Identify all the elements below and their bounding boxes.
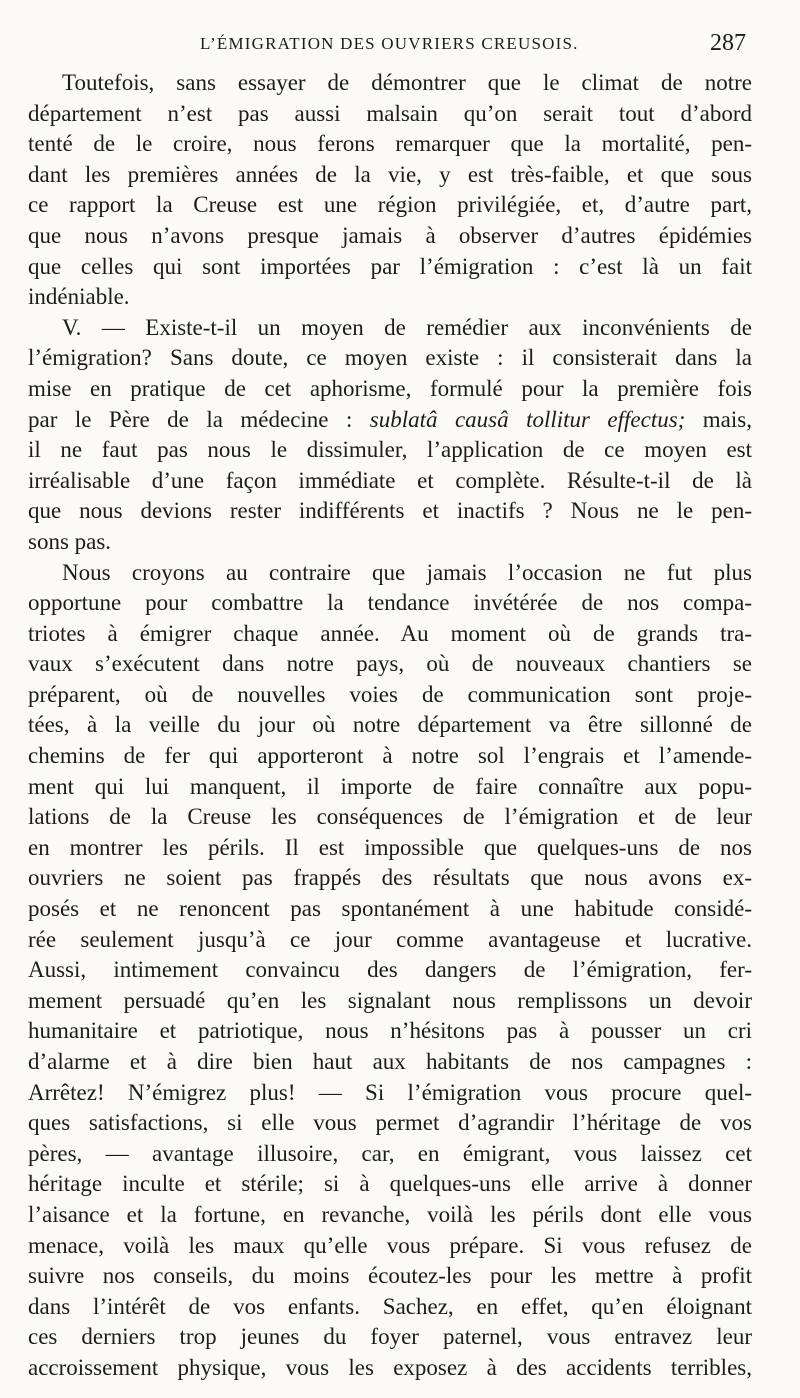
text-line: ques satisfactions, si elle vous permet d’agrandir l’héritage de vos: [28, 1110, 752, 1136]
running-title: L’ÉMIGRATION DES OUVRIERS CREUSOIS.: [200, 34, 579, 53]
text-line: d’alarme et à dire bien haut aux habitants de nos campagnes :: [28, 1049, 752, 1074]
text-line: [28, 405, 752, 436]
text-line: mise en pratique de cet aphorisme, formulé pour la première fois: [28, 375, 752, 401]
text-line: que nous devions rester indifférents et inactifs ? Nous ne le pen-: [28, 498, 752, 524]
body-text: [28, 68, 752, 1384]
text-line: tenté de le croire, nous ferons remarquer que la mortalité, pen-: [28, 131, 752, 157]
text-line: lations de la Creuse les conséquences de l’émigration et de leur: [28, 804, 752, 830]
text-line: Aussi, intimement convaincu des dangers de l’émigration, fer-: [28, 957, 752, 983]
text-line: V. — Existe-t-il un moyen de remédier aux inconvénients de: [62, 314, 752, 340]
running-header: [0, 30, 800, 66]
text-line: il ne faut pas nous le dissimuler, l’application de ce moyen est: [28, 437, 752, 463]
text-line: en montrer les périls. Il est impossible que quelques-uns de nos: [28, 834, 752, 860]
text-line: dant les premières années de la vie, y est très-faible, et que sous: [28, 161, 752, 187]
line-segment: mais,: [702, 406, 752, 432]
text-line: héritage inculte et stérile; si à quelques-uns elle arrive à donner: [28, 1171, 752, 1197]
text-line: humanitaire et patriotique, nous n’hésitons pas à pousser un cri: [28, 1018, 752, 1044]
text-line: tées, à la veille du jour où notre département va être sillonné de: [28, 712, 752, 738]
text-line: Arrêtez! N’émigrez plus! — Si l’émigration vous procure quel-: [28, 1079, 752, 1105]
text-line: dans l’intérêt de vos enfants. Sachez, en effet, qu’en éloignant: [28, 1293, 752, 1319]
text-line: ces derniers trop jeunes du foyer paternel, vous entravez leur: [28, 1324, 752, 1350]
text-line: Nous croyons au contraire que jamais l’occasion ne fut plus: [62, 559, 752, 585]
text-line: ment qui lui manquent, il importe de faire connaître aux popu-: [28, 773, 752, 799]
latin-aphorism: sublatâ causâ tollitur effectus;: [369, 406, 686, 432]
text-line: sons pas.: [28, 528, 112, 554]
text-line: irréalisable d’une façon immédiate et complète. Résulte-t-il de là: [28, 467, 752, 493]
text-line: suivre nos conseils, du moins écoutez-les pour les mettre à profit: [28, 1263, 752, 1289]
text-line: ouvriers ne soient pas frappés des résultats que nous avons ex-: [28, 865, 752, 891]
line-segment: par le Père de la médecine :: [28, 406, 353, 432]
text-line: menace, voilà les maux qu’elle vous prépare. Si vous refusez de: [28, 1232, 752, 1258]
text-line: indéniable.: [28, 284, 130, 310]
text-line: rée seulement jusqu’à ce jour comme avantageuse et lucrative.: [28, 926, 752, 952]
page-number: 287: [710, 30, 746, 56]
text-line: ce rapport la Creuse est une région privilégiée, et, d’autre part,: [28, 192, 752, 218]
text-line: que nous n’avons presque jamais à observer d’autres épidémies: [28, 222, 752, 248]
text-line: Toutefois, sans essayer de démontrer que le climat de notre: [62, 70, 752, 95]
text-line: mement persuadé qu’en les signalant nous remplissons un devoir: [28, 987, 752, 1013]
text-line: vaux s’exécutent dans notre pays, où de nouveaux chantiers se: [28, 651, 752, 677]
text-line: préparent, où de nouvelles voies de communication sont proje-: [28, 681, 752, 707]
text-line: triotes à émigrer chaque année. Au moment où de grands tra-: [28, 620, 752, 646]
text-line: opportune pour combattre la tendance invétérée de nos compa-: [28, 590, 752, 616]
text-line: accroissement physique, vous les exposez à des accidents terribles,: [28, 1354, 752, 1380]
text-line: posés et ne renoncent pas spontanément à une habitude considé-: [28, 896, 752, 922]
text-line: l’émigration? Sans doute, ce moyen existe : il consisterait dans la: [28, 345, 752, 371]
text-line: chemins de fer qui apporteront à notre sol l’engrais et l’amende-: [28, 743, 752, 769]
text-line: département n’est pas aussi malsain qu’on serait tout d’abord: [28, 100, 752, 126]
text-line: pères, — avantage illusoire, car, en émigrant, vous laissez cet: [28, 1140, 752, 1166]
text-line: que celles qui sont importées par l’émigration : c’est là un fait: [28, 253, 752, 279]
text-line: l’aisance et la fortune, en revanche, voilà les périls dont elle vous: [28, 1201, 752, 1227]
